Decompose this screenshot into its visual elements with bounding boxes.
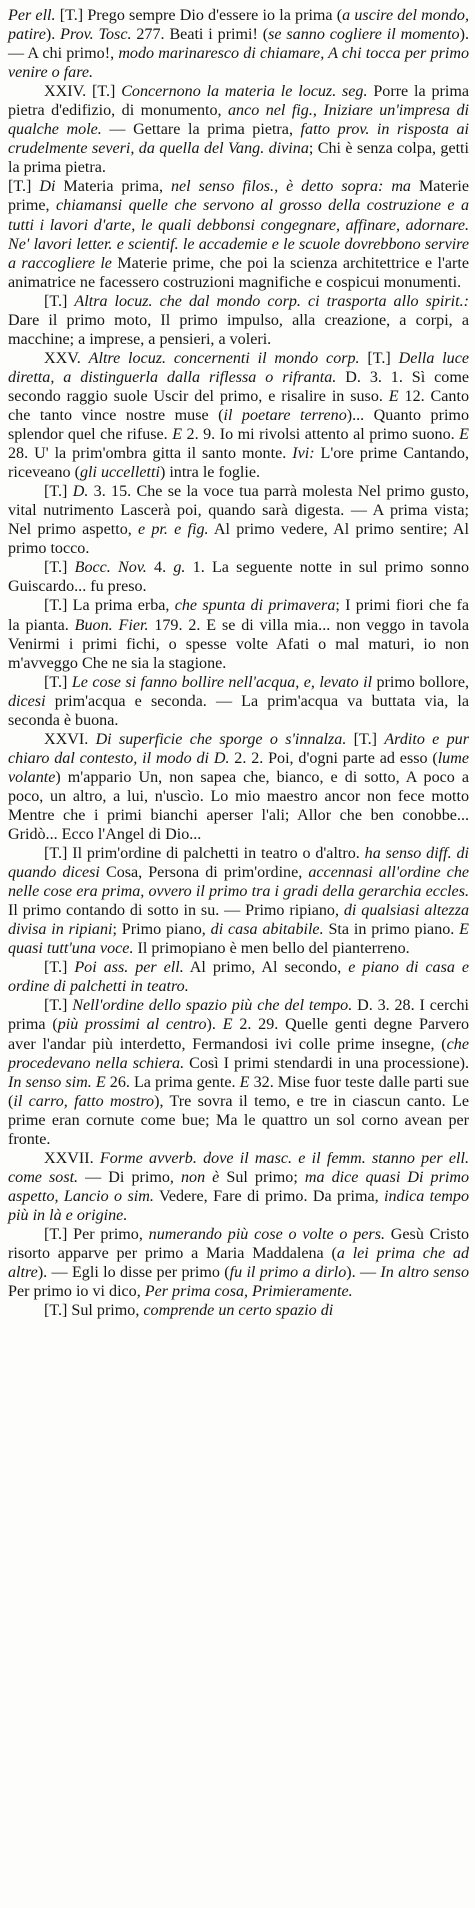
text-segment: 1. La seguente notte in sul primo sonno Guiscardo... fu preso.: [8, 559, 470, 596]
text-segment: 12. Canto che tanto vince nostre muse (: [8, 387, 470, 424]
paragraph-per-primo: [8, 1225, 469, 1301]
text-segment: XXIV. [T.]: [44, 83, 122, 101]
italic-segment: Forme avverb. dove il masc. e il femm. stanno per ell. come sost.: [8, 1149, 470, 1186]
text-segment: prim'acqua e seconda. — La prim'acqua va buttata via, la seconda è buona.: [8, 692, 469, 729]
text-segment: Per primo io vi dico,: [8, 1283, 145, 1301]
italic-segment: gli uccelletti: [79, 464, 160, 482]
italic-segment: nel senso filos., è detto sopra: ma: [170, 178, 411, 196]
text-segment: [T.]: [44, 997, 73, 1015]
paragraph-materia-prima: [8, 177, 469, 291]
text-segment: 26. La prima gente.: [105, 1073, 240, 1091]
text-segment: Dare il primo moto, Il primo impulso, alla creazione, a corpi, a macchine; a imprese, a pensieri, a voleri.: [8, 311, 469, 348]
italic-segment: il carro, fatto mostro: [13, 1092, 155, 1110]
italic-segment: che spunta di primavera: [174, 597, 336, 615]
text-segment: Al primo vedere, Al primo sentire; Al primo tocco.: [8, 521, 469, 558]
italic-segment: Altra locuz. che dal mondo corp. ci trasporta allo spirit.:: [74, 292, 469, 310]
italic-segment: di casa abitabile.: [210, 921, 324, 939]
italic-segment: e piano di casa e ordine di palchetti in teatro.: [8, 959, 469, 996]
text-segment: )... Quanto primo splendor quel che rifuse.: [8, 406, 469, 444]
text-segment: Gesù Cristo risorto apparve per primo a Maria Maddalena (: [8, 1226, 469, 1263]
text-segment: 277. Beati i primi! (: [131, 26, 269, 44]
italic-segment: E: [172, 426, 183, 444]
italic-segment: lume volante: [8, 749, 469, 786]
text-segment: Così I primi stendardi in una processione).: [184, 1054, 469, 1072]
italic-segment: modo marinaresco di chiamare, A chi tocca per primo venire o fare.: [8, 45, 469, 82]
italic-segment: ha senso diff. di quando dicesi: [8, 845, 469, 882]
paragraph-ordine-spazio: [8, 996, 469, 1148]
italic-segment: indica tempo più in là e origine.: [8, 1187, 469, 1224]
entry-text: [8, 6, 469, 1320]
italic-segment: che procedevano nella schiera.: [8, 1035, 469, 1072]
paragraph-primo-bollore: [8, 673, 469, 730]
text-segment: ).: [206, 1016, 223, 1034]
text-segment: primo bollore,: [372, 673, 470, 691]
italic-segment: Ivi:: [292, 445, 315, 463]
text-segment: 2. 9. Io mi rivolsi attento al primo suono.: [182, 426, 460, 444]
text-segment: — Gettare la prima pietra,: [101, 121, 301, 139]
italic-segment: E: [239, 1073, 250, 1091]
paragraph-sul-primo: [8, 1301, 469, 1320]
text-segment: ).: [45, 26, 61, 44]
italic-segment: accennasi all'ordine che nelle cose era prima, ovvero il primo tra i gradi della gerarchia eccles.: [8, 864, 470, 901]
text-segment: ), Tre sovra il temo, e tre in ciascun canto. Le prime eran cornute come bue; Ma le quattro un sol corno avean per fronte.: [8, 1092, 470, 1148]
paragraph-primo-gusto: [8, 482, 469, 558]
italic-segment: il poetare terreno: [223, 406, 347, 424]
italic-segment: In altro senso: [380, 1264, 469, 1282]
text-segment: ). — A chi primo!,: [8, 26, 469, 63]
text-segment: [T.]: [44, 483, 73, 501]
italic-segment: In senso sim. E: [8, 1073, 106, 1091]
italic-segment: Buon. Fier.: [74, 616, 149, 634]
italic-segment: chiamansi quelle che servono al grosso della costruzione e a tutti i lavori d'arte, le quali debbonsi congegnare, affinare, adornare. Ne' lavori letter. e scientif. le accademie e le scuole dovrebbono servire a raccogliere le: [8, 197, 470, 272]
paragraph-primo-moto: [8, 292, 469, 349]
text-segment: [T.]: [44, 292, 75, 310]
italic-segment: numerando più cose o volte o pers.: [148, 1226, 385, 1243]
italic-segment: e pr. e fig.: [138, 521, 209, 539]
text-segment: — Di primo,: [78, 1168, 181, 1186]
text-segment: ; Primo piano,: [112, 921, 211, 939]
paragraph-xxvii: [8, 1149, 469, 1225]
text-segment: XXV.: [44, 349, 89, 367]
italic-segment: Iniziare un'impresa di qualche mole.: [8, 102, 470, 139]
text-segment: ,: [312, 102, 324, 120]
italic-segment: Della luce diretta, a distinguerla dalla riflessa o rifranta.: [8, 349, 469, 386]
text-segment: [T.]: [44, 559, 75, 577]
text-segment: Vedere, Fare di primo. Da prima,: [153, 1187, 385, 1205]
text-segment: L'ore prime Cantando, riceveano (: [8, 445, 470, 482]
text-segment: [T.] La prima erba,: [44, 597, 175, 615]
italic-segment: Di: [39, 178, 56, 196]
text-segment: ). — Egli lo disse per primo (: [37, 1264, 230, 1282]
paragraph-primo-sonno: [8, 558, 469, 596]
text-segment: [T.]: [346, 730, 385, 748]
italic-segment: anco nel fig.: [227, 102, 313, 120]
italic-segment: Le cose si fanno bollire nell'acqua, e, levato il: [71, 673, 373, 691]
italic-segment: Poi ass. per ell.: [74, 959, 184, 977]
text-segment: Il primopiano è men bello del pianterreno.: [133, 940, 410, 958]
text-segment: Cosa, Persona di prim'ordine,: [99, 864, 309, 882]
italic-segment: fatto prov. in risposta ai crudelmente severi, da quella del Vang. divina: [8, 121, 469, 158]
paragraph-per-ell: [8, 6, 469, 82]
text-segment: [T.]: [44, 959, 75, 977]
paragraph-prim-ordine: [8, 844, 469, 958]
italic-segment: Ardito e pur chiaro dal contesto, il modo di D.: [8, 730, 469, 767]
text-segment: 179. 2. E se di villa mia... non veggo in tavola Venirmi i primi fichi, o spesse volte Afati o mal maturi, io non m'avveggo Che ne sia la stagione.: [8, 616, 469, 672]
italic-segment: a uscire del mondo, patire: [8, 7, 469, 44]
text-segment: ; Chi è senza colpa, getti la prima pietra.: [8, 140, 470, 177]
text-segment: ) intra le foglie.: [159, 464, 261, 482]
paragraph-xxvi: [8, 730, 469, 844]
text-segment: [T.] Per primo,: [44, 1226, 149, 1243]
text-segment: 32. Mise fuor teste dalle parti sue (: [8, 1073, 469, 1110]
text-segment: Porre la prima pietra d'edifizio, di monumento,: [8, 83, 469, 120]
italic-segment: g.: [173, 559, 186, 577]
text-segment: [T.]: [44, 673, 72, 691]
italic-segment: Di superficie che sporge o s'innalza.: [95, 730, 347, 748]
italic-segment: dicesi: [8, 692, 46, 710]
text-segment: 28. U' la prim'ombra gitta il santo monte.: [8, 445, 293, 463]
italic-segment: non è: [180, 1168, 220, 1186]
paragraph-prima-erba: [8, 596, 469, 672]
italic-segment: E: [459, 426, 469, 444]
text-segment: D. 3. 28. I cerchi prima (: [8, 997, 469, 1034]
italic-segment: a lei prima che ad altre: [8, 1245, 470, 1282]
italic-segment: E quasi tutt'una voce.: [8, 921, 470, 958]
italic-segment: Nell'ordine dello spazio più che del tempo.: [72, 997, 353, 1015]
italic-segment: Altre locuz. concernenti il mondo corp.: [88, 349, 360, 367]
text-segment: 2. 29. Quelle genti degne Parvero aver l'andar più interdetto, Fermandosi ivi colle prime insegne, (: [8, 1016, 469, 1053]
text-segment: 4.: [146, 559, 174, 577]
paragraph-xxv: [8, 349, 469, 482]
text-segment: ; I primi fiori che fa la pianta.: [8, 597, 470, 634]
text-segment: Al primo, Al secondo,: [183, 959, 349, 977]
italic-segment: D.: [72, 483, 89, 501]
italic-segment: Bocc. Nov.: [74, 559, 147, 577]
text-segment: ) m'appario Un, non sapea che, bianco, e di sotto, A poco a poco, un altro, a lui, n'uscìo. Lo mio maestro ancor non fece motto Mentre che i primi bianchi aperser l'ali; Allor che ben conobbe... Gridò... Ecco l'Angel di Dio...: [8, 768, 469, 844]
italic-segment: E: [222, 1016, 233, 1034]
text-segment: [T.]: [359, 349, 399, 367]
italic-segment: di qualsiasi altezza divisa in ripiani: [8, 902, 470, 939]
text-segment: Materia prima,: [55, 178, 171, 196]
text-segment: XXVII.: [44, 1149, 100, 1167]
italic-segment: Per prima cosa, Primieramente.: [144, 1283, 353, 1301]
italic-segment: comprende un certo spazio di: [143, 1302, 334, 1320]
text-segment: Il primo contando di sotto in su. — Primo ripiano,: [8, 902, 344, 920]
italic-segment: E: [388, 387, 399, 405]
text-segment: [T.] Il prim'ordine di palchetti in teatro o d'altro.: [44, 845, 365, 863]
text-segment: Materie prime, che poi la scienza architettrice e l'arte animatrice ne facessero costruzioni magnifiche e cospicui monumenti.: [8, 254, 470, 291]
text-segment: Sul primo;: [219, 1168, 305, 1186]
italic-segment: Prov. Tosc.: [60, 26, 132, 44]
paragraph-xxiv: [8, 82, 469, 177]
italic-segment: fu il primo a dirlo: [229, 1264, 347, 1282]
italic-segment: se sanno cogliere il momento: [268, 26, 460, 44]
text-segment: 2. 2. Poi, d'ogni parte ad esso (: [229, 749, 438, 767]
italic-segment: ma dice quasi Di primo aspetto, Lancio o sim.: [8, 1168, 470, 1205]
text-segment: [T.]: [8, 178, 40, 196]
text-segment: Materie prime,: [8, 178, 469, 215]
text-segment: D. 3. 1. Sì come secondo raggio suole Uscir del primo, e risalire in suso.: [8, 368, 469, 405]
italic-segment: Per ell.: [8, 7, 56, 24]
text-segment: [T.] Prego sempre Dio d'essere io la prima (: [55, 7, 343, 24]
text-segment: Sta in primo piano.: [323, 921, 460, 939]
italic-segment: Concernono la materia le locuz. seg.: [121, 83, 368, 101]
paragraph-al-primo: [8, 958, 469, 996]
text-segment: 3. 15. Che se la voce tua parrà molesta Nel primo gusto, vital nutrimento Lascerà poi, quando sarà digesta. — A prima vista; Nel primo aspetto,: [8, 483, 469, 539]
text-segment: XXVI.: [44, 730, 96, 748]
italic-segment: più prossimi al centro: [57, 1016, 207, 1034]
text-segment: [T.] Sul primo,: [44, 1302, 144, 1320]
text-segment: ). —: [346, 1264, 381, 1282]
